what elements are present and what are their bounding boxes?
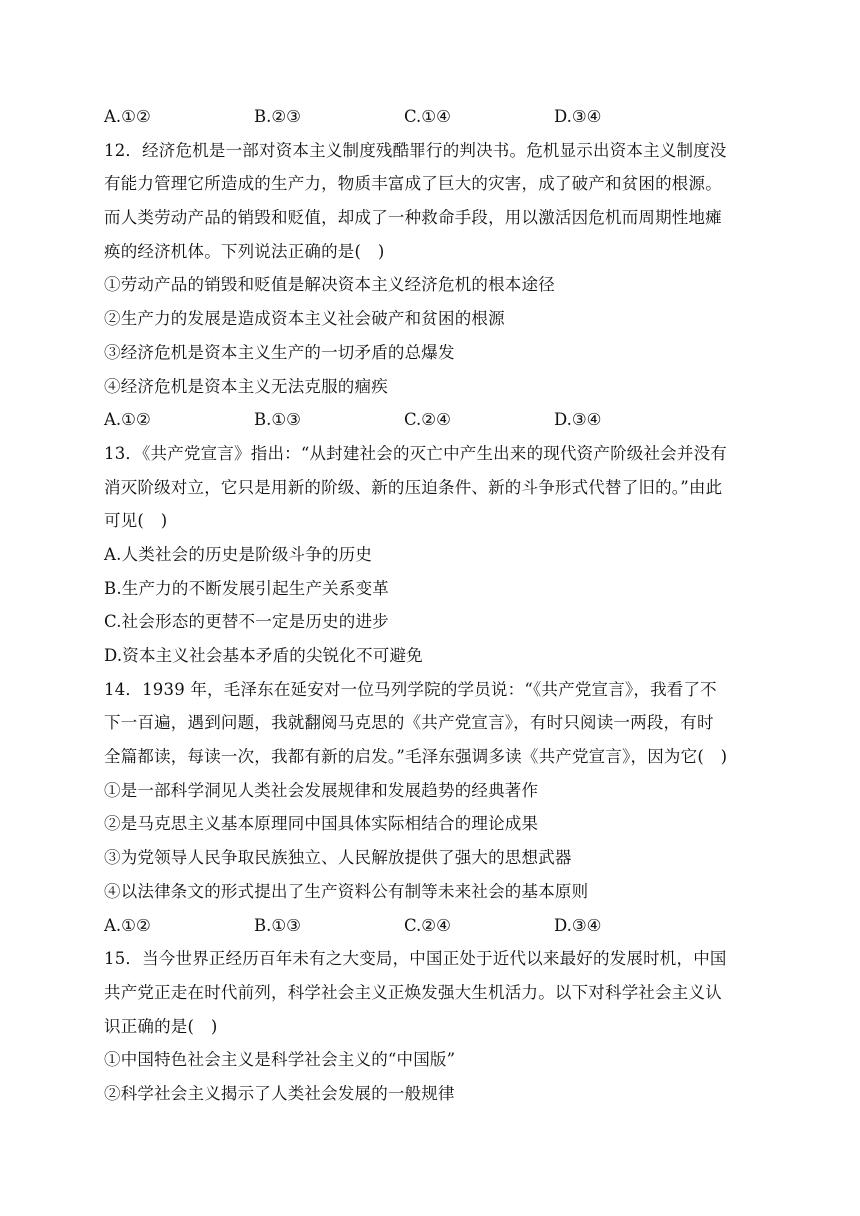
q14-option-d: D.③④ [554,915,602,935]
q13-choice-d: D.资本主义社会基本矛盾的尖锐化不可避免 [104,646,423,665]
q12-option-b: B.①③ [254,410,301,430]
q13-stem-line: 可见( ) [104,511,168,531]
question-15 [104,942,764,1110]
q12-options [104,403,764,437]
q13-choice-c: C.社会形态的更替不一定是历史的进步 [104,612,389,632]
question-14 [104,673,764,943]
q14-stem-line: 下一百遍，遇到问题，我就翻阅马克思的《共产党宣言》，有时只阅读一两段，有时 [104,713,714,733]
q11-option-d: D.③④ [554,107,602,126]
q14-option-c: C.②④ [404,915,451,935]
q11-option-c: C.①④ [404,107,451,126]
q15-stem-line: 识正确的是( ) [104,1016,218,1036]
question-12 [104,134,764,437]
q14-statement: ③为党领导人民争取民族独立、人民解放提供了强大的思想武器 [104,848,572,868]
page-content [104,100,764,1111]
q14-statement: ④以法律条文的形式提出了生产资料公有制等未来社会的基本原则 [104,881,589,901]
q14-stem-line: 14．1939 年，毛泽东在延安对一位马列学院的学员说：“《共产党宣言》，我看了不 [104,679,717,699]
q11-option-a: A.①② [104,107,151,126]
q12-option-c: C.②④ [404,410,451,430]
q12-statement: ①劳动产品的销毁和贬值是解决资本主义经济危机的根本途径 [104,275,555,295]
q12-stem-line: 痪的经济机体。下列说法正确的是( ) [104,241,385,261]
q15-stem-line: 共产党正走在时代前列，科学社会主义正焕发强大生机活力。以下对科学社会主义认 [104,982,722,1002]
q14-option-a: A.①② [104,915,151,935]
q12-stem-line: 有能力管理它所造成的生产力，物质丰富成了巨大的灾害，成了破产和贫困的根源。 [104,174,722,194]
q14-options [104,909,764,943]
q12-stem-line: 而人类劳动产品的销毁和贬值，却成了一种救命手段，用以激活因危机而周期性地瘫 [104,208,722,228]
q13-choice-a: A.人类社会的历史是阶级斗争的历史 [104,544,373,564]
q12-option-a: A.①② [104,410,151,430]
q15-stem-line: 15．当今世界正经历百年未有之大变局，中国正处于近代以来最好的发展时机，中国 [104,949,727,969]
q15-statement: ①中国特色社会主义是科学社会主义的“中国版” [104,1050,456,1070]
q12-statement: ④经济危机是资本主义无法克服的痼疾 [104,376,388,396]
q14-statement: ②是马克思主义基本原理同中国具体实际相结合的理论成果 [104,814,539,834]
q12-stem-line: 12．经济危机是一部对资本主义制度残酷罪行的判决书。危机显示出资本主义制度没 [104,140,727,160]
q14-statement: ①是一部科学洞见人类社会发展规律和发展趋势的经典著作 [104,780,539,800]
q14-stem-line: 全篇都读，每读一次，我都有新的启发。”毛泽东强调多读《共产党宣言》，因为它( ) [104,747,728,767]
q12-statement: ②生产力的发展是造成资本主义社会破产和贫困的根源 [104,309,505,329]
q15-statement: ②科学社会主义揭示了人类社会发展的一般规律 [104,1083,455,1103]
q13-choice-b: B.生产力的不断发展引起生产关系变革 [104,578,389,598]
q12-statement: ③经济危机是资本主义生产的一切矛盾的总爆发 [104,342,455,362]
q14-option-b: B.①③ [254,915,301,935]
q11-options [104,100,764,134]
q11-option-b: B.②③ [254,107,301,126]
q12-option-d: D.③④ [554,410,602,430]
question-13 [104,437,764,673]
q13-stem-line: 13．《共产党宣言》指出：“从封建社会的灭亡中产生出来的现代资产阶级社会并没有 [104,443,727,463]
q13-stem-line: 消灭阶级对立，它只是用新的阶级、新的压迫条件、新的斗争形式代替了旧的。”由此 [104,477,723,497]
